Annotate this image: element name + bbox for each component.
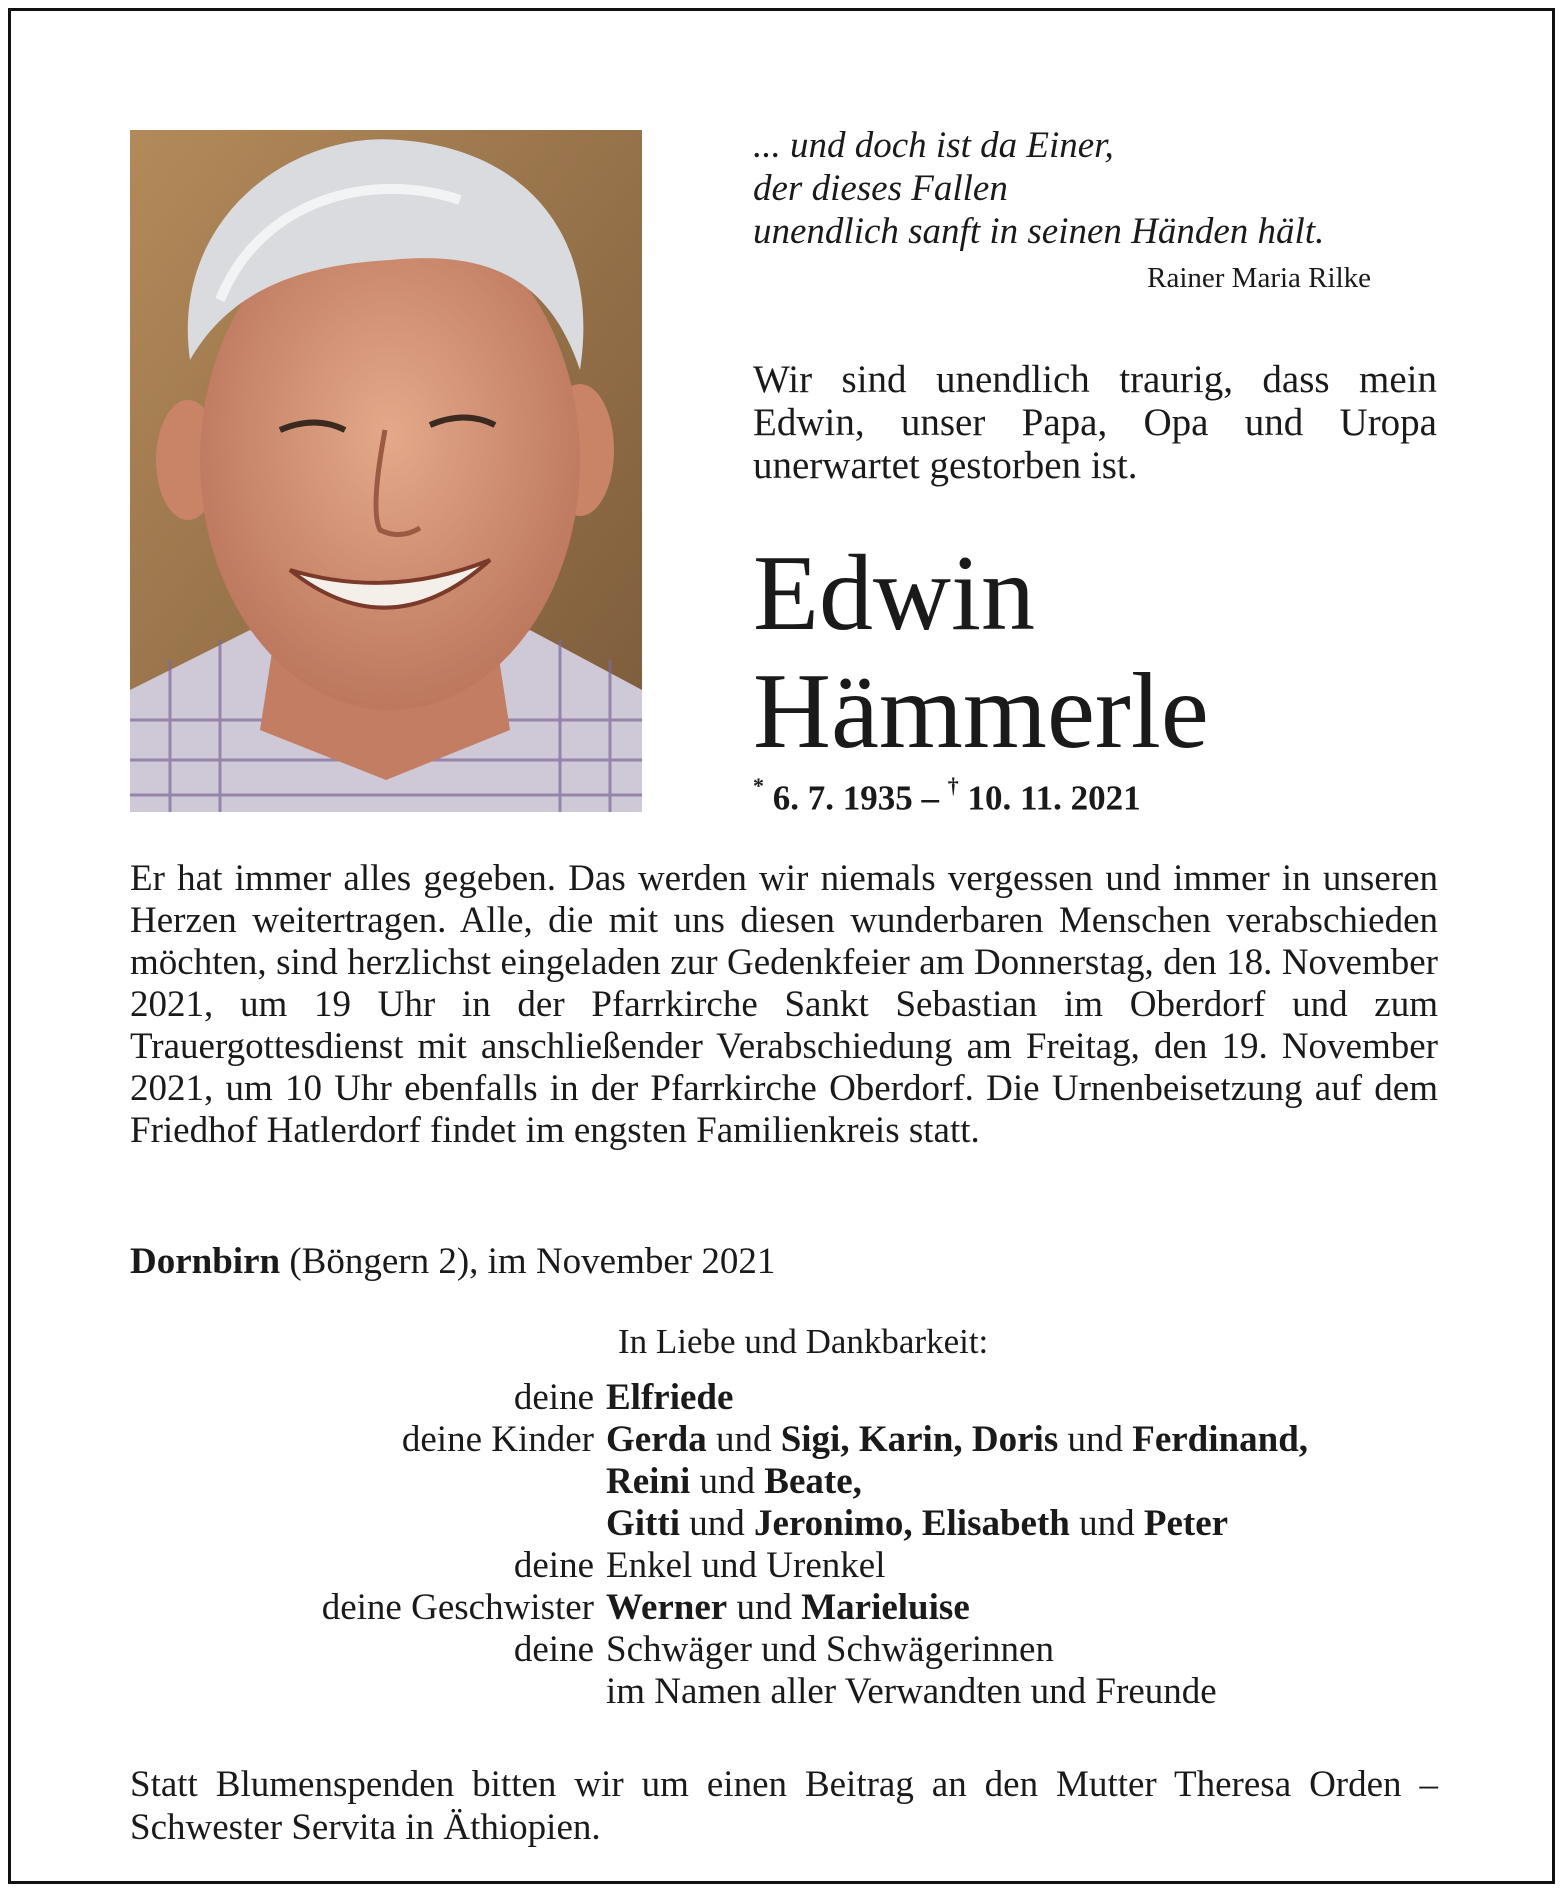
mourner-name-part: und xyxy=(679,1503,754,1544)
mourner-name-part: im Namen aller Verwandten und Freunde xyxy=(606,1671,1217,1712)
mourner-name-part: Werner xyxy=(606,1587,728,1628)
mourner-row xyxy=(130,1629,1450,1671)
mourner-names xyxy=(606,1377,1450,1419)
place-rest: (Böngern 2), im November 2021 xyxy=(280,1241,776,1282)
mourner-names xyxy=(606,1629,1450,1671)
mourner-row xyxy=(130,1671,1450,1713)
mourner-names xyxy=(606,1671,1450,1713)
mourner-role: deine xyxy=(513,1629,594,1670)
mourner-role xyxy=(130,1503,606,1545)
mourner-role: deine Kinder xyxy=(401,1419,594,1460)
mourner-name-part: Beate, xyxy=(764,1461,862,1502)
ceremony-text: Er hat immer alles gegeben. Das werden wir niemals vergessen und immer in unseren Herzen weitertragen. Alle, die mit uns diesen wunderbaren Menschen verabschieden möchten, sind herzlichst eingeladen zur Gedenkfeier am Donnerstag, den 18. November 2021, um 19 Uhr in der Pfarrkirche Sankt Sebastian im Oberdorf und zum Trauergottesdienst mit anschließender Verabschiedung am Freitag, den 19. November 2021, um 10 Uhr ebenfalls in der Pfarrkirche Oberdorf. Die Urnenbeisetzung auf dem Friedhof Hatlerdorf findet im engsten Familienkreis statt. xyxy=(130,858,1438,1151)
mourner-role xyxy=(130,1461,606,1503)
mourner-name-part: Elfriede xyxy=(606,1377,734,1418)
birth-symbol: * xyxy=(753,773,764,798)
mourner-name-part: Gitti xyxy=(606,1503,680,1544)
mourner-name-part: und xyxy=(1069,1503,1144,1544)
birth-date: 6. 7. 1935 xyxy=(772,778,913,818)
first-name: Edwin xyxy=(753,534,1035,653)
death-symbol: † xyxy=(947,773,959,798)
mourner-name-part: und xyxy=(727,1587,802,1628)
mourner-names xyxy=(606,1503,1450,1545)
quote-author: Rainer Maria Rilke xyxy=(1147,262,1371,294)
mourner-names xyxy=(606,1545,1450,1587)
place-date-line xyxy=(130,1240,1030,1283)
mourner-name-part: Schwäger und Schwägerinnen xyxy=(606,1629,1054,1670)
mourner-names xyxy=(606,1419,1450,1461)
mourner-name-part: Sigi, Karin, Doris xyxy=(780,1419,1059,1460)
mourner-role: deine Geschwister xyxy=(321,1587,594,1628)
mourner-row xyxy=(130,1545,1450,1587)
portrait-photo xyxy=(130,130,642,812)
mourner-row xyxy=(130,1377,1450,1419)
mourner-names xyxy=(606,1461,1450,1503)
intro-text: Wir sind unendlich traurig, dass mein Edwin, unser Papa, Opa und Uropa unerwartet gestorben ist. xyxy=(753,358,1437,487)
mourner-role: deine xyxy=(513,1377,594,1418)
mourner-name-part: Gerda xyxy=(606,1419,707,1460)
mourner-name-part: und xyxy=(1058,1419,1133,1460)
donation-note: Statt Blumenspenden bitten wir um einen Beitrag an den Mutter Theresa Orden – Schwester Servita in Äthiopien. xyxy=(130,1764,1438,1848)
mourner-name-part: und xyxy=(706,1419,781,1460)
mourner-name-part: Jeronimo, Elisabeth xyxy=(753,1503,1070,1544)
mourners-list xyxy=(130,1377,1450,1713)
quote-line: der dieses Fallen xyxy=(753,168,1008,209)
life-dates xyxy=(753,773,1353,819)
last-name: Hämmerle xyxy=(753,652,1209,771)
mourner-names xyxy=(606,1587,1450,1629)
mourner-name-part: Ferdinand, xyxy=(1132,1419,1309,1460)
mourner-name-part: Reini xyxy=(606,1461,691,1502)
rilke-quote xyxy=(753,124,1413,253)
death-date: 10. 11. 2021 xyxy=(967,778,1141,818)
deceased-name xyxy=(753,535,1453,771)
mourner-name-part: Marieluise xyxy=(801,1587,970,1628)
mourner-row xyxy=(130,1587,1450,1629)
mourner-role xyxy=(130,1671,606,1713)
quote-line: unendlich sanft in seinen Händen hält. xyxy=(753,211,1325,252)
mourner-name-part: und xyxy=(690,1461,765,1502)
mourner-name-part: Enkel und Urenkel xyxy=(606,1545,886,1586)
date-separator: – xyxy=(921,778,939,818)
quote-line: ... und doch ist da Einer, xyxy=(753,125,1114,166)
mourner-row xyxy=(130,1419,1450,1461)
city: Dornbirn xyxy=(130,1241,281,1282)
mourner-role: deine xyxy=(513,1545,594,1586)
mourner-name-part: Peter xyxy=(1143,1503,1229,1544)
thanks-line: In Liebe und Dankbarkeit: xyxy=(618,1322,989,1361)
mourner-row xyxy=(130,1461,1450,1503)
portrait-illustration xyxy=(130,130,642,812)
mourner-row xyxy=(130,1503,1450,1545)
